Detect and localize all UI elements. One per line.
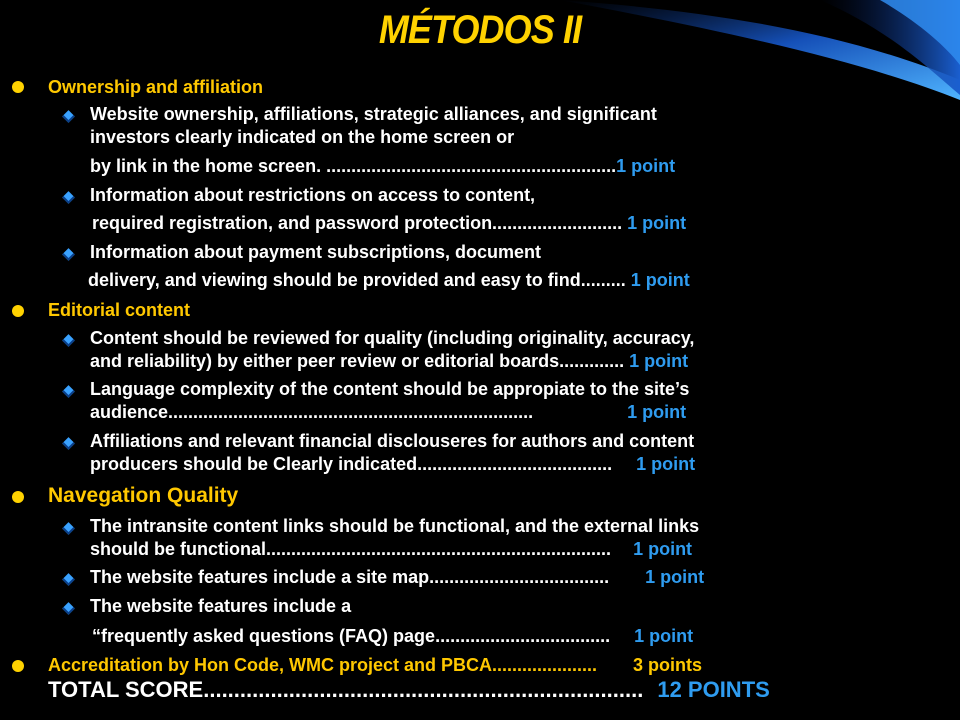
accreditation-points: 3 points: [633, 655, 703, 675]
points-label: 1 point: [616, 156, 676, 176]
editorial-item2-line2: audience......................................................................... 1 point: [90, 402, 687, 422]
ownership-heading: Ownership and affiliation: [48, 77, 264, 97]
ownership-item1-line3: by link in the home screen. ..........................................................1 point: [90, 156, 676, 176]
points-label: 1 point: [627, 213, 687, 233]
section-bullet-icon: [12, 660, 24, 672]
points-label: 1 point: [633, 539, 693, 559]
points-label: 1 point: [645, 567, 705, 587]
navigation-heading: Navegation Quality: [48, 484, 239, 507]
editorial-item1-line2: and reliability) by either peer review or editorial boards............. 1 point: [90, 351, 689, 371]
section-bullet-icon: [12, 491, 24, 503]
page-title: MÉTODOS II: [378, 8, 582, 52]
section-bullet-icon: [12, 81, 24, 93]
points-label: 1 point: [634, 626, 694, 646]
navigation-item3-line2: “frequently asked questions (FAQ) page................................... 1 point: [92, 626, 694, 646]
navigation-item1-line2: should be functional..................................................................... 1 point: [90, 539, 693, 559]
ownership-item1-line2: investors clearly indicated on the home screen or: [90, 127, 515, 147]
points-label: 1 point: [630, 270, 690, 290]
points-label: 1 point: [627, 402, 687, 422]
points-label: 1 point: [636, 454, 696, 474]
ownership-item3-line2: delivery, and viewing should be provided and easy to find......... 1 point: [88, 270, 690, 290]
total-points: 12 POINTS: [657, 677, 770, 702]
accreditation-line: Accreditation by Hon Code, WMC project and PBCA..................... 3 points: [48, 655, 703, 675]
points-label: 1 point: [629, 351, 689, 371]
navigation-item2-line1: The website features include a site map.................................... 1 point: [90, 567, 705, 587]
editorial-item3-line1: Affiliations and relevant financial disclouseres for authors and content: [90, 431, 695, 451]
editorial-item3-line2: producers should be Clearly indicated....................................... 1 point: [90, 454, 696, 474]
ownership-item2-line1: Information about restrictions on access to content,: [90, 185, 536, 205]
ownership-item3-line1: Information about payment subscriptions, document: [90, 242, 542, 262]
editorial-item2-line1: Language complexity of the content should be appropiate to the site’s: [90, 379, 690, 399]
ownership-item2-line2: required registration, and password protection.......................... 1 point: [92, 213, 687, 233]
editorial-heading: Editorial content: [48, 300, 191, 320]
total-score: TOTAL SCORE........................................................................ 12 POINTS: [48, 677, 770, 702]
section-bullet-icon: [12, 305, 24, 317]
navigation-item3-line1: The website features include a: [90, 596, 352, 616]
ownership-item1-line1: Website ownership, affiliations, strategic alliances, and significant: [90, 104, 657, 124]
navigation-item1-line1: The intransite content links should be functional, and the external links: [90, 516, 700, 536]
editorial-item1-line1: Content should be reviewed for quality (including originality, accuracy,: [90, 328, 695, 348]
